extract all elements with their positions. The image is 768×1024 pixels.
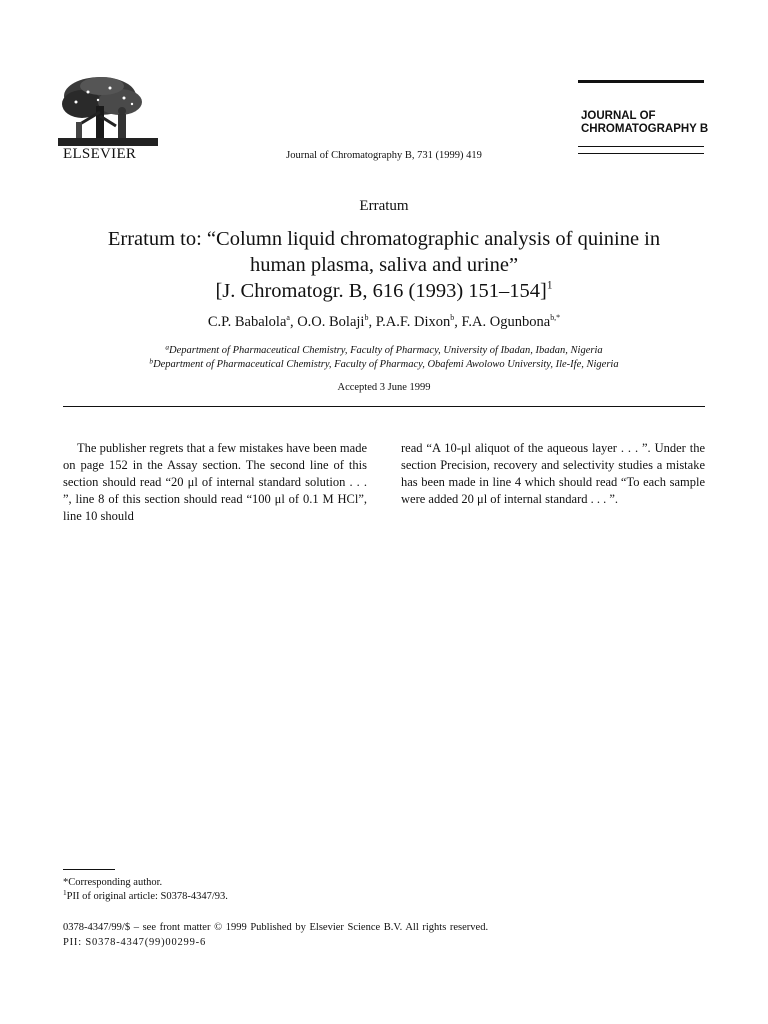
footnote-corresponding: *Corresponding author. xyxy=(63,877,163,888)
author: O.O. Bolaji$^b$ xyxy=(297,313,369,330)
author: P.A.F. Dixon$^b$ xyxy=(375,313,455,330)
journal-title xyxy=(581,110,708,136)
copyright-line: 0378-4347/99/$ – see front matter © 1999 Published by Elsevier Science B.V. All rights reserved. xyxy=(63,922,489,933)
footnote-pii-original: $^1$PII of original article: S0378-4347/93. xyxy=(63,887,228,902)
publisher-name: ELSEVIER xyxy=(63,146,137,162)
pii-line: PII: S0378-4347(99)00299-6 xyxy=(63,937,207,948)
body-column-left: The publisher regrets that a few mistakes have been made on page 152 in the Assay section. The second line of this section should read “20 μl of internal standard solution . . . ”, line 8 of this section should read “100 μl of 0.1 M HCl”, line 10 should xyxy=(63,441,367,523)
accepted-date: Accepted 3 June 1999 xyxy=(337,382,431,393)
journal-citation: Journal of Chromatography B, 731 (1999) 419 xyxy=(286,150,482,161)
body-column-right: read “A 10-μl aliquot of the aqueous layer . . . ”. Under the section Precision, recovery and selectivity studies a mistake has been made in line 4 which should read “To each sample were added 20 μl of internal standard . . . ”. xyxy=(401,441,705,506)
title-reference: [J. Chromatogr. B, 616 (1993) 151–154] xyxy=(215,280,547,302)
title-line-2: human plasma, saliva and urine” xyxy=(249,254,519,276)
masthead-rule-bottom-thin xyxy=(578,153,704,154)
divider xyxy=(63,406,705,407)
article-type-label: Erratum xyxy=(359,198,409,214)
title-line-1: Erratum to: “Column liquid chromatographic analysis of quinine in xyxy=(107,228,661,250)
affiliation: $^b$Department of Pharmaceutical Chemistry, Faculty of Pharmacy, Obafemi Awolowo University, Ile-Ife, Nigeria xyxy=(149,356,619,370)
article-title xyxy=(40,226,728,304)
title-line-3 xyxy=(40,278,728,304)
affiliation: $^a$Department of Pharmaceutical Chemistry, Faculty of Pharmacy, University of Ibadan, Ibadan, Nigeria xyxy=(165,342,603,356)
footnote-divider xyxy=(63,869,115,870)
journal-title-line2: CHROMATOGRAPHY B xyxy=(581,123,709,135)
affiliations xyxy=(0,344,768,372)
journal-title-line1: JOURNAL OF xyxy=(581,110,656,122)
author: F.A. Ogunbona$^{b,*}$ xyxy=(461,313,561,330)
masthead-rule-bottom xyxy=(578,146,704,147)
masthead-rule-top xyxy=(578,80,704,83)
author-list: C.P. Babalola$^a$, O.O. Bolaji$^b$, P.A.F. Dixon$^b$, F.A. Ogunbona$^{b,*}$ xyxy=(207,313,561,330)
author: C.P. Babalola$^a$ xyxy=(207,313,290,330)
title-footnote-marker: 1 xyxy=(546,279,553,292)
